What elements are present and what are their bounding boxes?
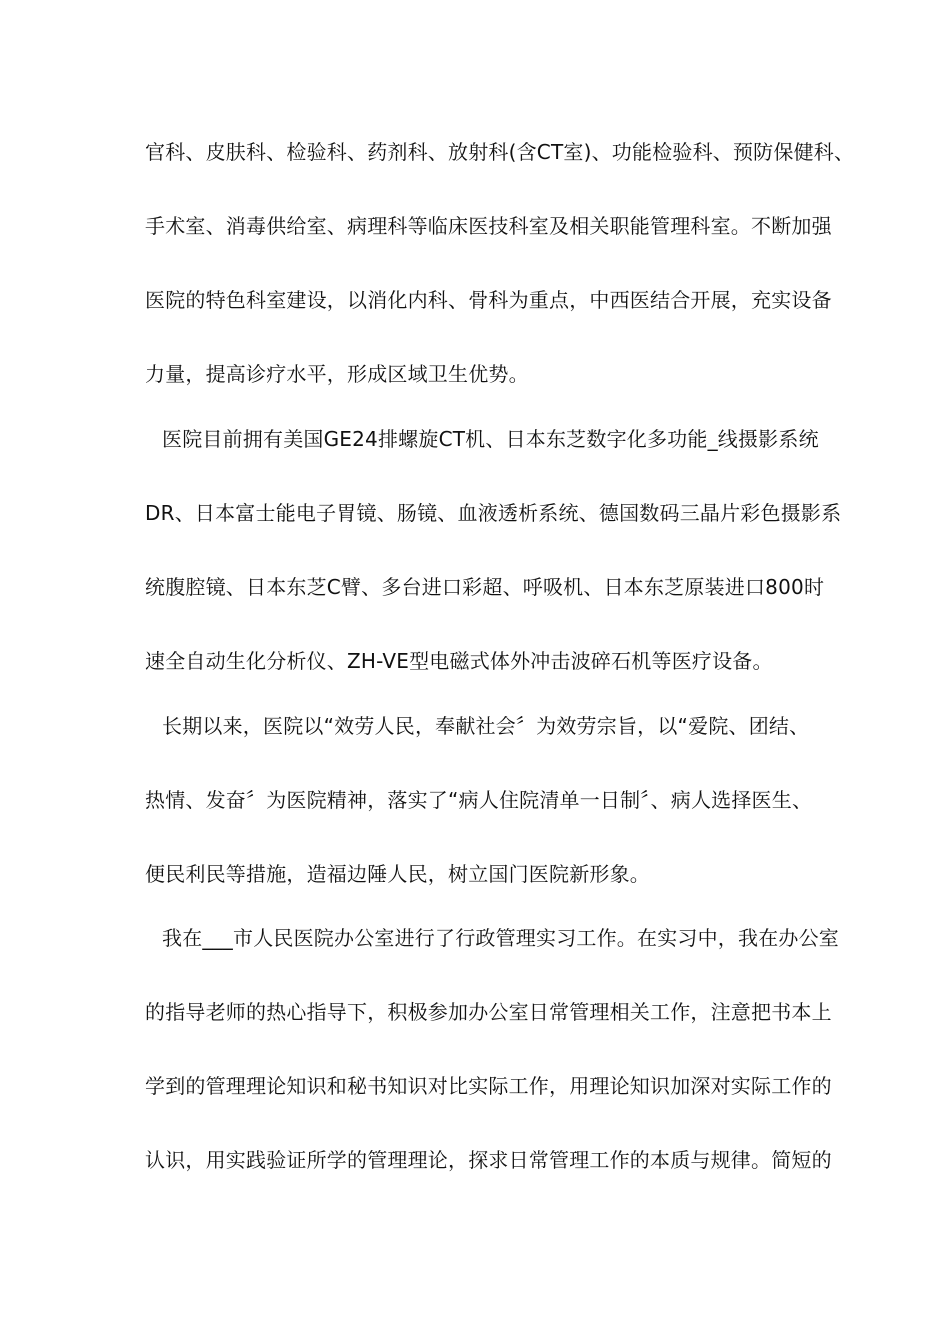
text-line-14: 学到的管理理论知识和秘书知识对比实际工作，用理论知识加深对实际工作的: [145, 1074, 832, 1098]
text-line-9: 长期以来，医院以“效劳人民，奉献社会〞为效劳宗旨，以“爱院、团结、: [162, 714, 810, 738]
text-line-10: 热情、发奋〞为医院精神，落实了“病人住院清单一日制〞、病人选择医生、: [145, 788, 813, 812]
text-line-5: 医院目前拥有美国GE24排螺旋CT机、日本东芝数字化多功能_线摄影系统: [162, 427, 819, 451]
text-line-12: 我在___市人民医院办公室进行了行政管理实习工作。在实习中，我在办公室: [162, 926, 839, 950]
text-line-4: 力量，提高诊疗水平，形成区域卫生优势。: [145, 362, 529, 386]
text-line-8: 速全自动生化分析仪、ZH-VE型电磁式体外冲击波碎石机等医疗设备。: [145, 649, 773, 673]
text-line-3: 医院的特色科室建设，以消化内科、骨科为重点，中西医结合开展，充实设备: [145, 288, 832, 312]
text-line-13: 的指导老师的热心指导下，积极参加办公室日常管理相关工作，注意把书本上: [145, 1000, 832, 1024]
text-line-2: 手术室、消毒供给室、病理科等临床医技科室及相关职能管理科室。不断加强: [145, 214, 832, 238]
text-line-15: 认识，用实践验证所学的管理理论，探求日常管理工作的本质与规律。简短的: [145, 1148, 832, 1172]
text-line-7: 统腹腔镜、日本东芝C臂、多台进口彩超、呼吸机、日本东芝原装进口800时: [145, 575, 825, 599]
text-line-11: 便民利民等措施，造福边陲人民，树立国门医院新形象。: [145, 862, 650, 886]
text-line-1: 官科、皮肤科、检验科、药剂科、放射科(含CT室)、功能检验科、预防保健科、: [145, 140, 855, 164]
text-line-6: DR、日本富士能电子胃镜、肠镜、血液透析系统、德国数码三晶片彩色摄影系: [145, 501, 842, 525]
